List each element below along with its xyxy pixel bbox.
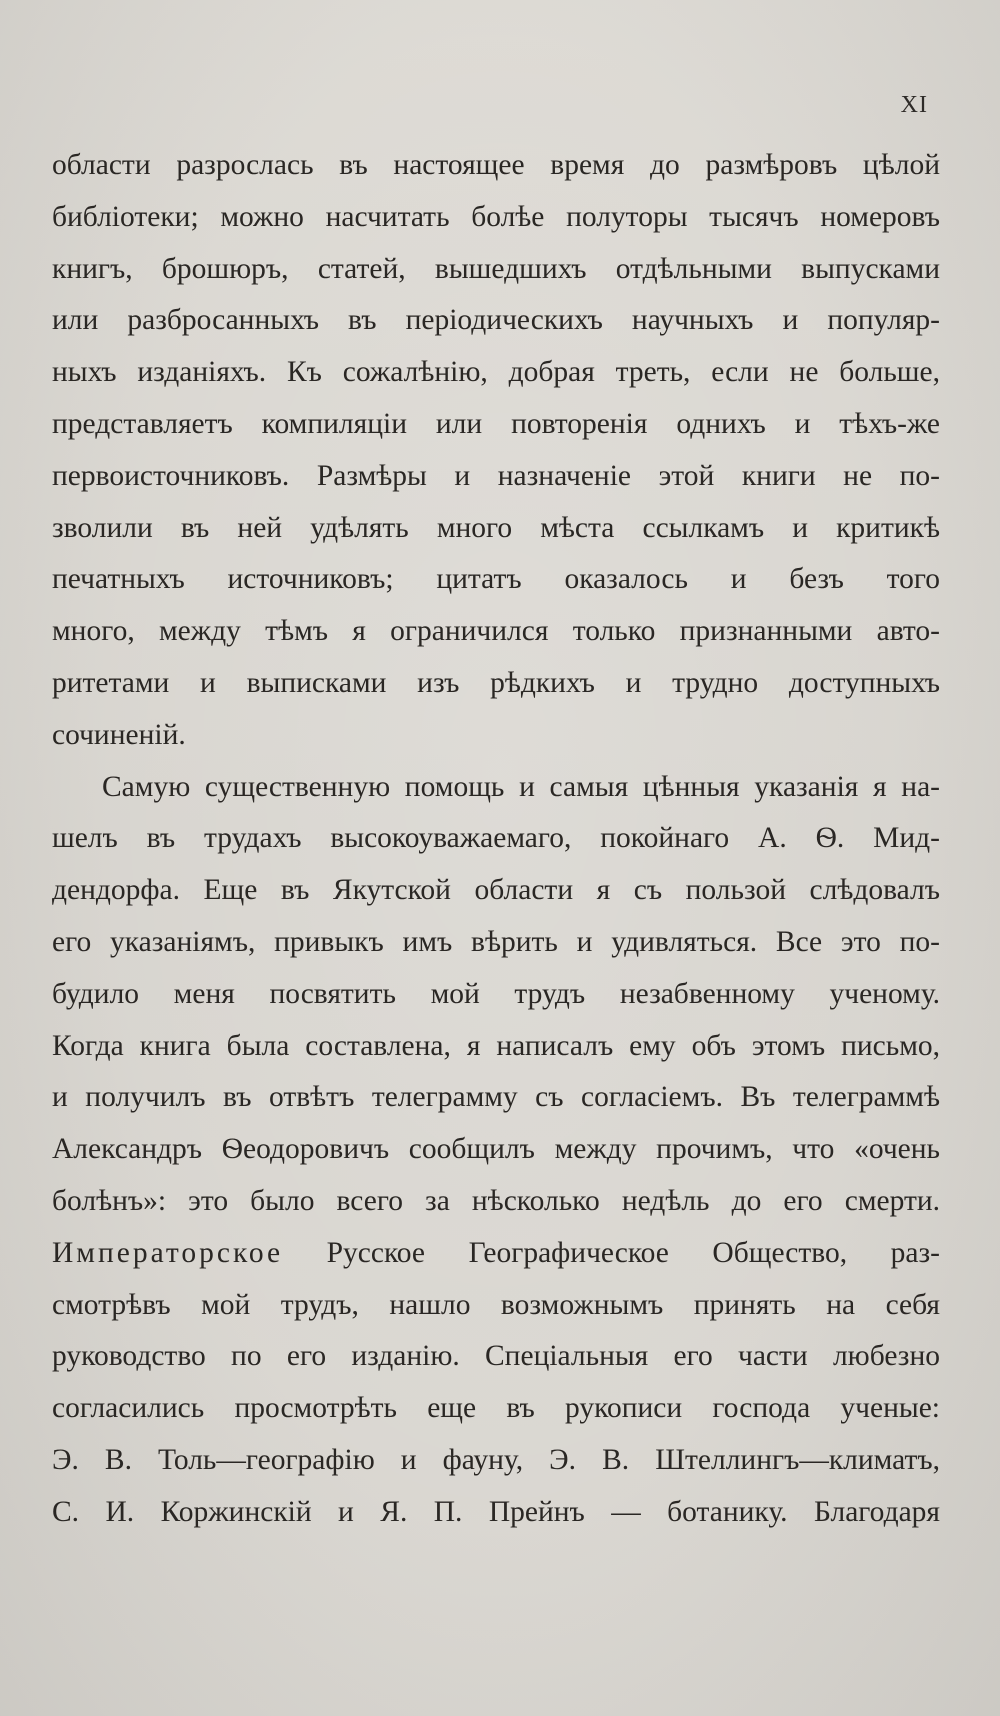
text-line: ритетами и выписками изъ рѣдкихъ и трудно доступныхъ xyxy=(52,666,940,699)
text-line: библіотеки; можно насчитать болѣе полуторы тысячъ номеровъ xyxy=(52,200,940,233)
text-line: Самую существенную помощь и самыя цѣнныя указанія я на- xyxy=(102,770,940,803)
text-line: печатныхъ источниковъ; цитатъ оказалось и безъ того xyxy=(52,563,940,596)
text-line: много, между тѣмъ я ограничился только признанными авто- xyxy=(52,615,940,648)
text-line: руководство по его изданію. Спеціальныя его части любезно xyxy=(52,1340,940,1373)
text-line: С. И. Коржинскій и Я. П. Прейнъ — ботанику. Благодаря xyxy=(52,1495,940,1528)
spaced-word: Императорское xyxy=(52,1236,284,1269)
text-line: Когда книга была составлена, я написалъ ему объ этомъ письмо, xyxy=(52,1029,940,1062)
text-line: дендорфа. Еще въ Якутской области я съ пользой слѣдовалъ xyxy=(52,874,940,907)
text-line-spaced xyxy=(52,1228,940,1280)
paragraph-2 xyxy=(52,762,940,1539)
text-line: смотрѣвъ мой трудъ, нашло возможнымъ принять на себя xyxy=(52,1288,940,1321)
text-line: болѣнъ»: это было всего за нѣсколько недѣль до его смерти. xyxy=(52,1184,940,1217)
body-text xyxy=(52,140,940,1539)
text-line: Александръ Ѳеодоровичъ сообщилъ между прочимъ, что «очень xyxy=(52,1133,940,1166)
text-line: первоисточниковъ. Размѣры и назначеніе этой книги не по- xyxy=(52,459,940,492)
text-line: области разрослась въ настоящее время до размѣровъ цѣлой xyxy=(52,149,940,181)
text-line: книгъ, брошюръ, статей, вышедшихъ отдѣльными выпусками xyxy=(52,252,940,285)
text-line: Э. В. Толь—географію и фауну, Э. В. Штеллингъ—климатъ, xyxy=(52,1443,940,1476)
text-line: сочиненій. xyxy=(52,718,186,751)
text-line: или разбросанныхъ въ періодическихъ научныхъ и популяр- xyxy=(52,304,940,337)
page-number: XI xyxy=(900,92,928,118)
text-line: зволили въ ней удѣлять много мѣста ссылкамъ и критикѣ xyxy=(52,511,940,544)
text-line: и получилъ въ отвѣтъ телеграмму съ согласіемъ. Въ телеграммѣ xyxy=(52,1081,940,1114)
text-line: представляетъ компиляціи или повторенія однихъ и тѣхъ-же xyxy=(52,407,940,440)
text-line: ныхъ изданіяхъ. Къ сожалѣнію, добрая треть, если не больше, xyxy=(52,356,940,389)
text-line: будило меня посвятить мой трудъ незабвенному ученому. xyxy=(52,977,940,1010)
text-line-rest: Русское Географическое Общество, раз- xyxy=(283,1236,940,1269)
text-line: его указаніямъ, привыкъ имъ вѣрить и удивляться. Все это по- xyxy=(52,925,940,958)
paragraph-1 xyxy=(52,140,940,762)
text-line: шелъ въ трудахъ высокоуважаемаго, покойнаго А. Ѳ. Мид- xyxy=(52,822,940,855)
text-line: согласились просмотрѣть еще въ рукописи господа ученые: xyxy=(52,1392,940,1425)
